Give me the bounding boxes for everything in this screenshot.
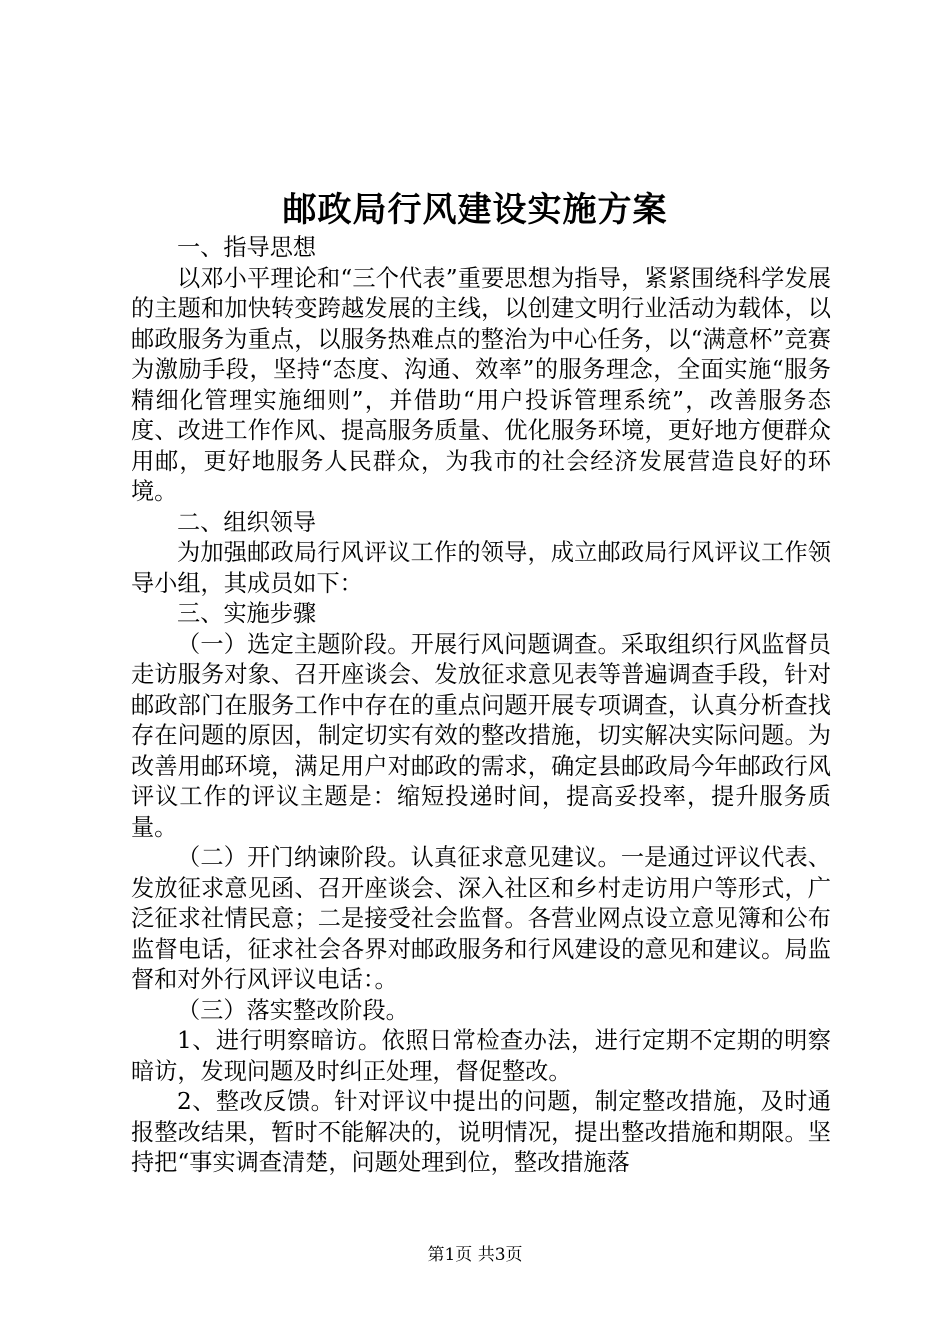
paragraph-inspection: 1、进行明察暗访。依照日常检查办法，进行定期不定期的明察暗访，发现问题及时纠正处理，督促整改。 [131,1027,831,1085]
paragraph-guiding-ideology: 以邓小平理论和“三个代表”重要思想为指导，紧紧围绕科学发展的主题和加快转变跨越发展的主线，以创建文明行业活动为载体，以邮政服务为重点，以服务热难点的整治为中心任务，以“满意杯”竞赛为激励手段，坚持“态度、沟通、效率”的服务理念，全面实施“服务精细化管理实施细则”，并借助“用户投诉管理系统”，改善服务态度、改进工作作风、提高服务质量、优化服务环境，更好地方便群众用邮，更好地服务人民群众，为我市的社会经济发展营造良好的环境。 [131,264,831,505]
paragraph-feedback: 2、整改反馈。针对评议中提出的问题，制定整改措施，及时通报整改结果，暂时不能解决的，说明情况，提出整改措施和期限。坚持把“事实调查清楚，问题处理到位，整改措施落 [131,1088,831,1176]
paragraph-step-one: （一）选定主题阶段。开展行风问题调查。采取组织行风监督员走访服务对象、召开座谈会、发放征求意见表等普遍调查手段，针对邮政部门在服务工作中存在的重点问题开展专项调查，认真分析查找存在问题的原因，制定切实有效的整改措施，切实解决实际问题。为改善用邮环境，满足用户对邮政的需求，确定县邮政局今年邮政行风评议工作的评议主题是：缩短投递时间，提高妥投率，提升服务质量。 [131,630,831,841]
paragraph-step-two: （二）开门纳谏阶段。认真征求意见建议。一是通过评议代表、发放征求意见函、召开座谈会、深入社区和乡村走访用户等形式，广泛征求社情民意；二是接受社会监督。各营业网点设立意见簿和公布监督电话，征求社会各界对邮政服务和行风建设的意见和建议。局监督和对外行风评议电话：。 [131,844,831,993]
section-heading-implementation-steps: 三、实施步骤 [177,600,317,627]
document-title: 邮政局行风建设实施方案 [282,190,668,230]
section-heading-guiding-ideology: 一、指导思想 [177,234,317,261]
section-heading-organization: 二、组织领导 [177,508,317,536]
page-number-footer: 第1页 共3页 [427,1245,523,1265]
subheading-step-three: （三）落实整改阶段。 [177,996,409,1024]
document-body [131,233,831,1179]
paragraph-organization: 为加强邮政局行风评议工作的领导，成立邮政局行风评议工作领导小组，其成员如下： [131,539,831,597]
